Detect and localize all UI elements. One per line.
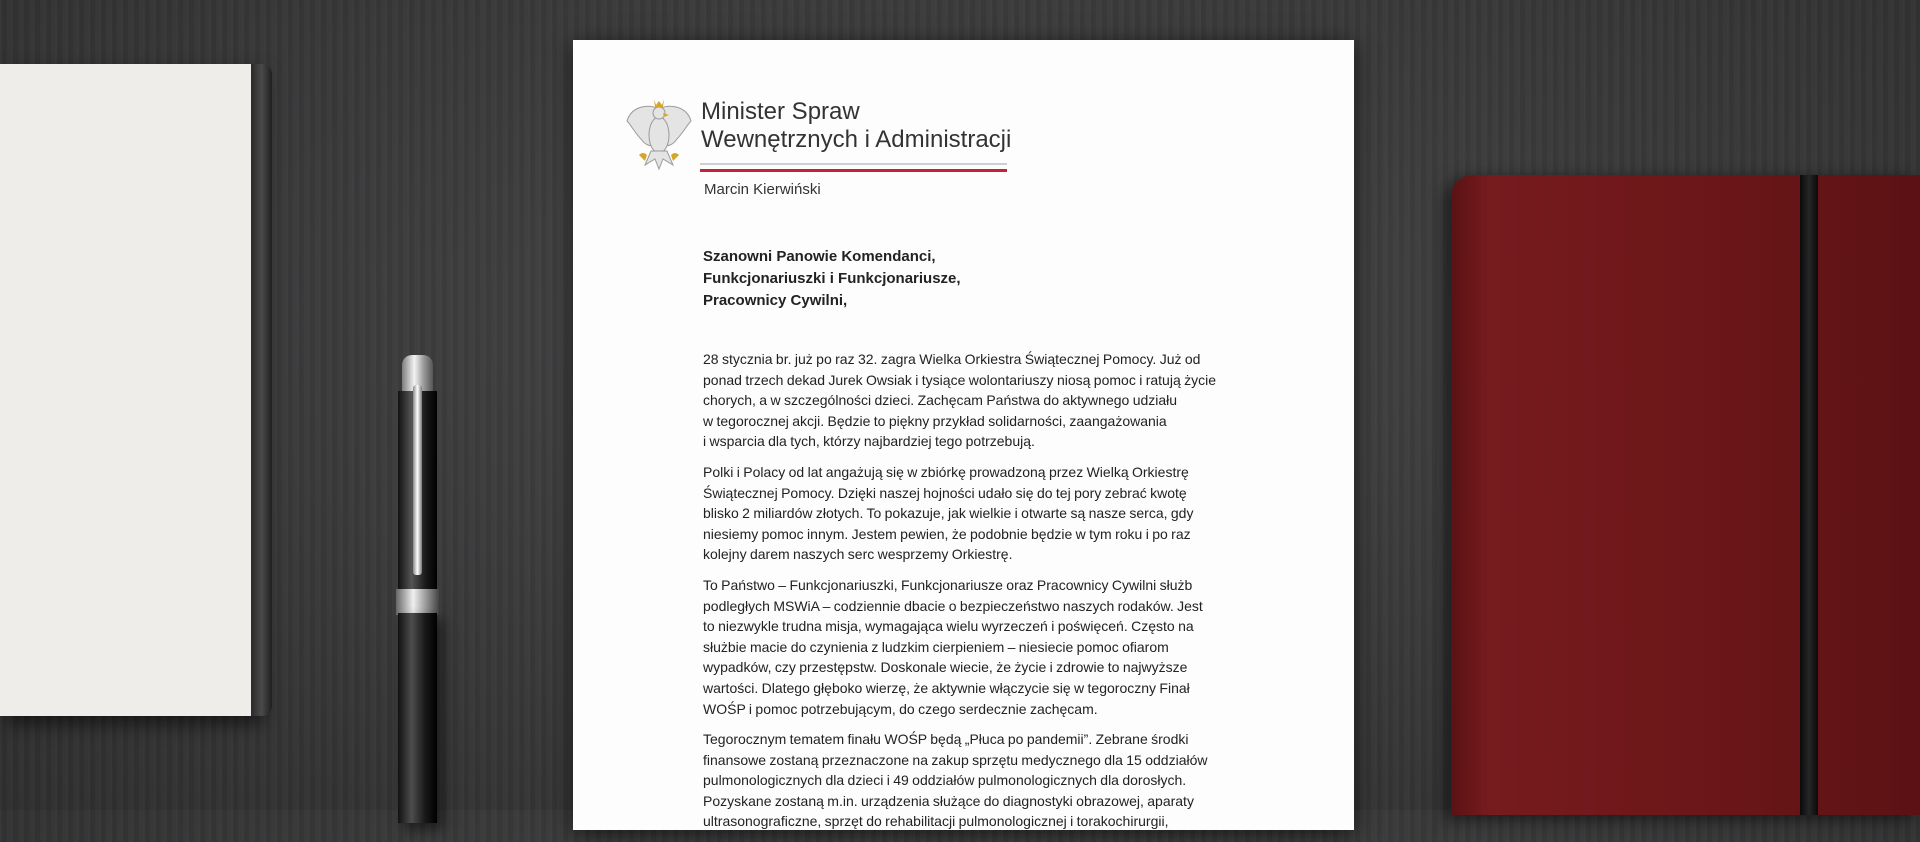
paragraph-line: wypadków, czy przestępstw. Doskonale wiecie, że życie i zdrowie to najwyższe: [703, 659, 1188, 676]
paragraph-line: blisko 2 miliardów złotych. To pokazuje, jak wielkie i otwarte są nasze serca, gdy: [703, 505, 1194, 522]
paragraph-line: Polki i Polacy od lat angażują się w zbiórkę prowadzoną przez Wielką Orkiestrę: [703, 463, 1189, 480]
paragraph-line: ponad trzech dekad Jurek Owsiak i tysiące wolontariuszy niosą pomoc i ratują życie: [703, 371, 1217, 388]
pen-ring: [396, 589, 439, 615]
paragraph-line: to niezwykle trudna misja, wymagająca wielu wyrzeczeń i poświęceń. Często na: [703, 618, 1194, 635]
pen-body: [398, 613, 437, 823]
letterhead-rule-grey: [700, 163, 1007, 165]
salutation: [703, 246, 961, 312]
notebook-elastic-band: [1800, 175, 1818, 815]
paragraph-line: podległych MSWiA – codziennie dbacie o bezpieczeństwo naszych rodaków. Jest: [703, 597, 1203, 614]
paragraph-line: niesiemy pomoc innym. Jestem pewien, że podobnie będzie w tym roku i po raz: [703, 525, 1191, 542]
paragraph: [703, 462, 1303, 565]
letterhead-rule-red: [700, 169, 1007, 172]
paragraph-line: pulmonologicznych dla dzieci i 49 oddziałów pulmonologicznych dla dorosłych.: [703, 772, 1187, 789]
paragraph-line: Świątecznej Pomocy. Dzięki naszej hojności udało się do tej pory zebrać kwotę: [703, 484, 1187, 501]
salutation-line: Pracownicy Cywilni,: [703, 292, 848, 309]
paragraph-line: w tegorocznej akcji. Będzie to piękny przykład solidarności, zaangażowania: [703, 412, 1167, 429]
notebook-page: [0, 64, 258, 716]
white-notebook: [0, 64, 272, 716]
minister-name: Marcin Kierwiński: [704, 181, 821, 198]
letter-body: [703, 349, 1303, 842]
notebook-strap: [251, 64, 272, 716]
paragraph-line: WOŚP i pomoc potrzebującym, do czego serdecznie zachęcam.: [703, 700, 1098, 717]
paragraph-line: Pozyskane zostaną m.in. urządzenia służące do diagnostyki obrazowej, aparaty: [703, 792, 1194, 809]
paragraph-line: chorych, a w szczególności dzieci. Zachęcam Państwa do aktywnego udziału: [703, 392, 1178, 409]
organization-name-line-2: Wewnętrznych i Administracji: [701, 126, 1012, 153]
eagle-emblem-icon: [625, 95, 693, 173]
paragraph-line: finansowe zostaną przeznaczone na zakup sprzętu medycznego dla 15 oddziałów: [703, 751, 1208, 768]
paragraph: [703, 575, 1303, 719]
red-notebook: [1451, 175, 1920, 815]
paragraph-line: i wsparcia dla tych, którzy najbardziej tego potrzebują.: [703, 433, 1035, 450]
organization-name-line-1: Minister Spraw: [701, 98, 860, 125]
paragraph: [703, 729, 1303, 832]
pen-clip: [413, 385, 422, 575]
paragraph-line: wartości. Dlatego głęboko wierzę, że aktywnie włączycie się w tegoroczny Finał: [703, 679, 1190, 696]
salutation-line: Szanowni Panowie Komendanci,: [703, 248, 936, 265]
paragraph-line: Tegorocznym tematem finału WOŚP będą „Płuca po pandemii”. Zebrane środki: [703, 731, 1189, 748]
paragraph-line: To Państwo – Funkcjonariuszki, Funkcjonariusze oraz Pracownicy Cywilni służb: [703, 576, 1193, 593]
fountain-pen: [394, 355, 441, 815]
paragraph-line: ultrasonograficzne, sprzęt do rehabilitacji pulmonologicznej i torakochirurgii,: [703, 813, 1169, 830]
salutation-line: Funkcjonariuszki i Funkcjonariusze,: [703, 270, 961, 287]
organization-name: [701, 98, 1011, 154]
paragraph: [703, 349, 1303, 452]
paragraph-line: 28 stycznia br. już po raz 32. zagra Wielka Orkiestra Świątecznej Pomocy. Już od: [703, 351, 1201, 367]
paragraph-line: kolejny darem naszych serc wesprzemy Orkiestrę.: [703, 546, 1013, 563]
paragraph-line: służbie macie do czynienia z ludzkim cierpieniem – niesiecie pomoc ofiarom: [703, 638, 1169, 655]
